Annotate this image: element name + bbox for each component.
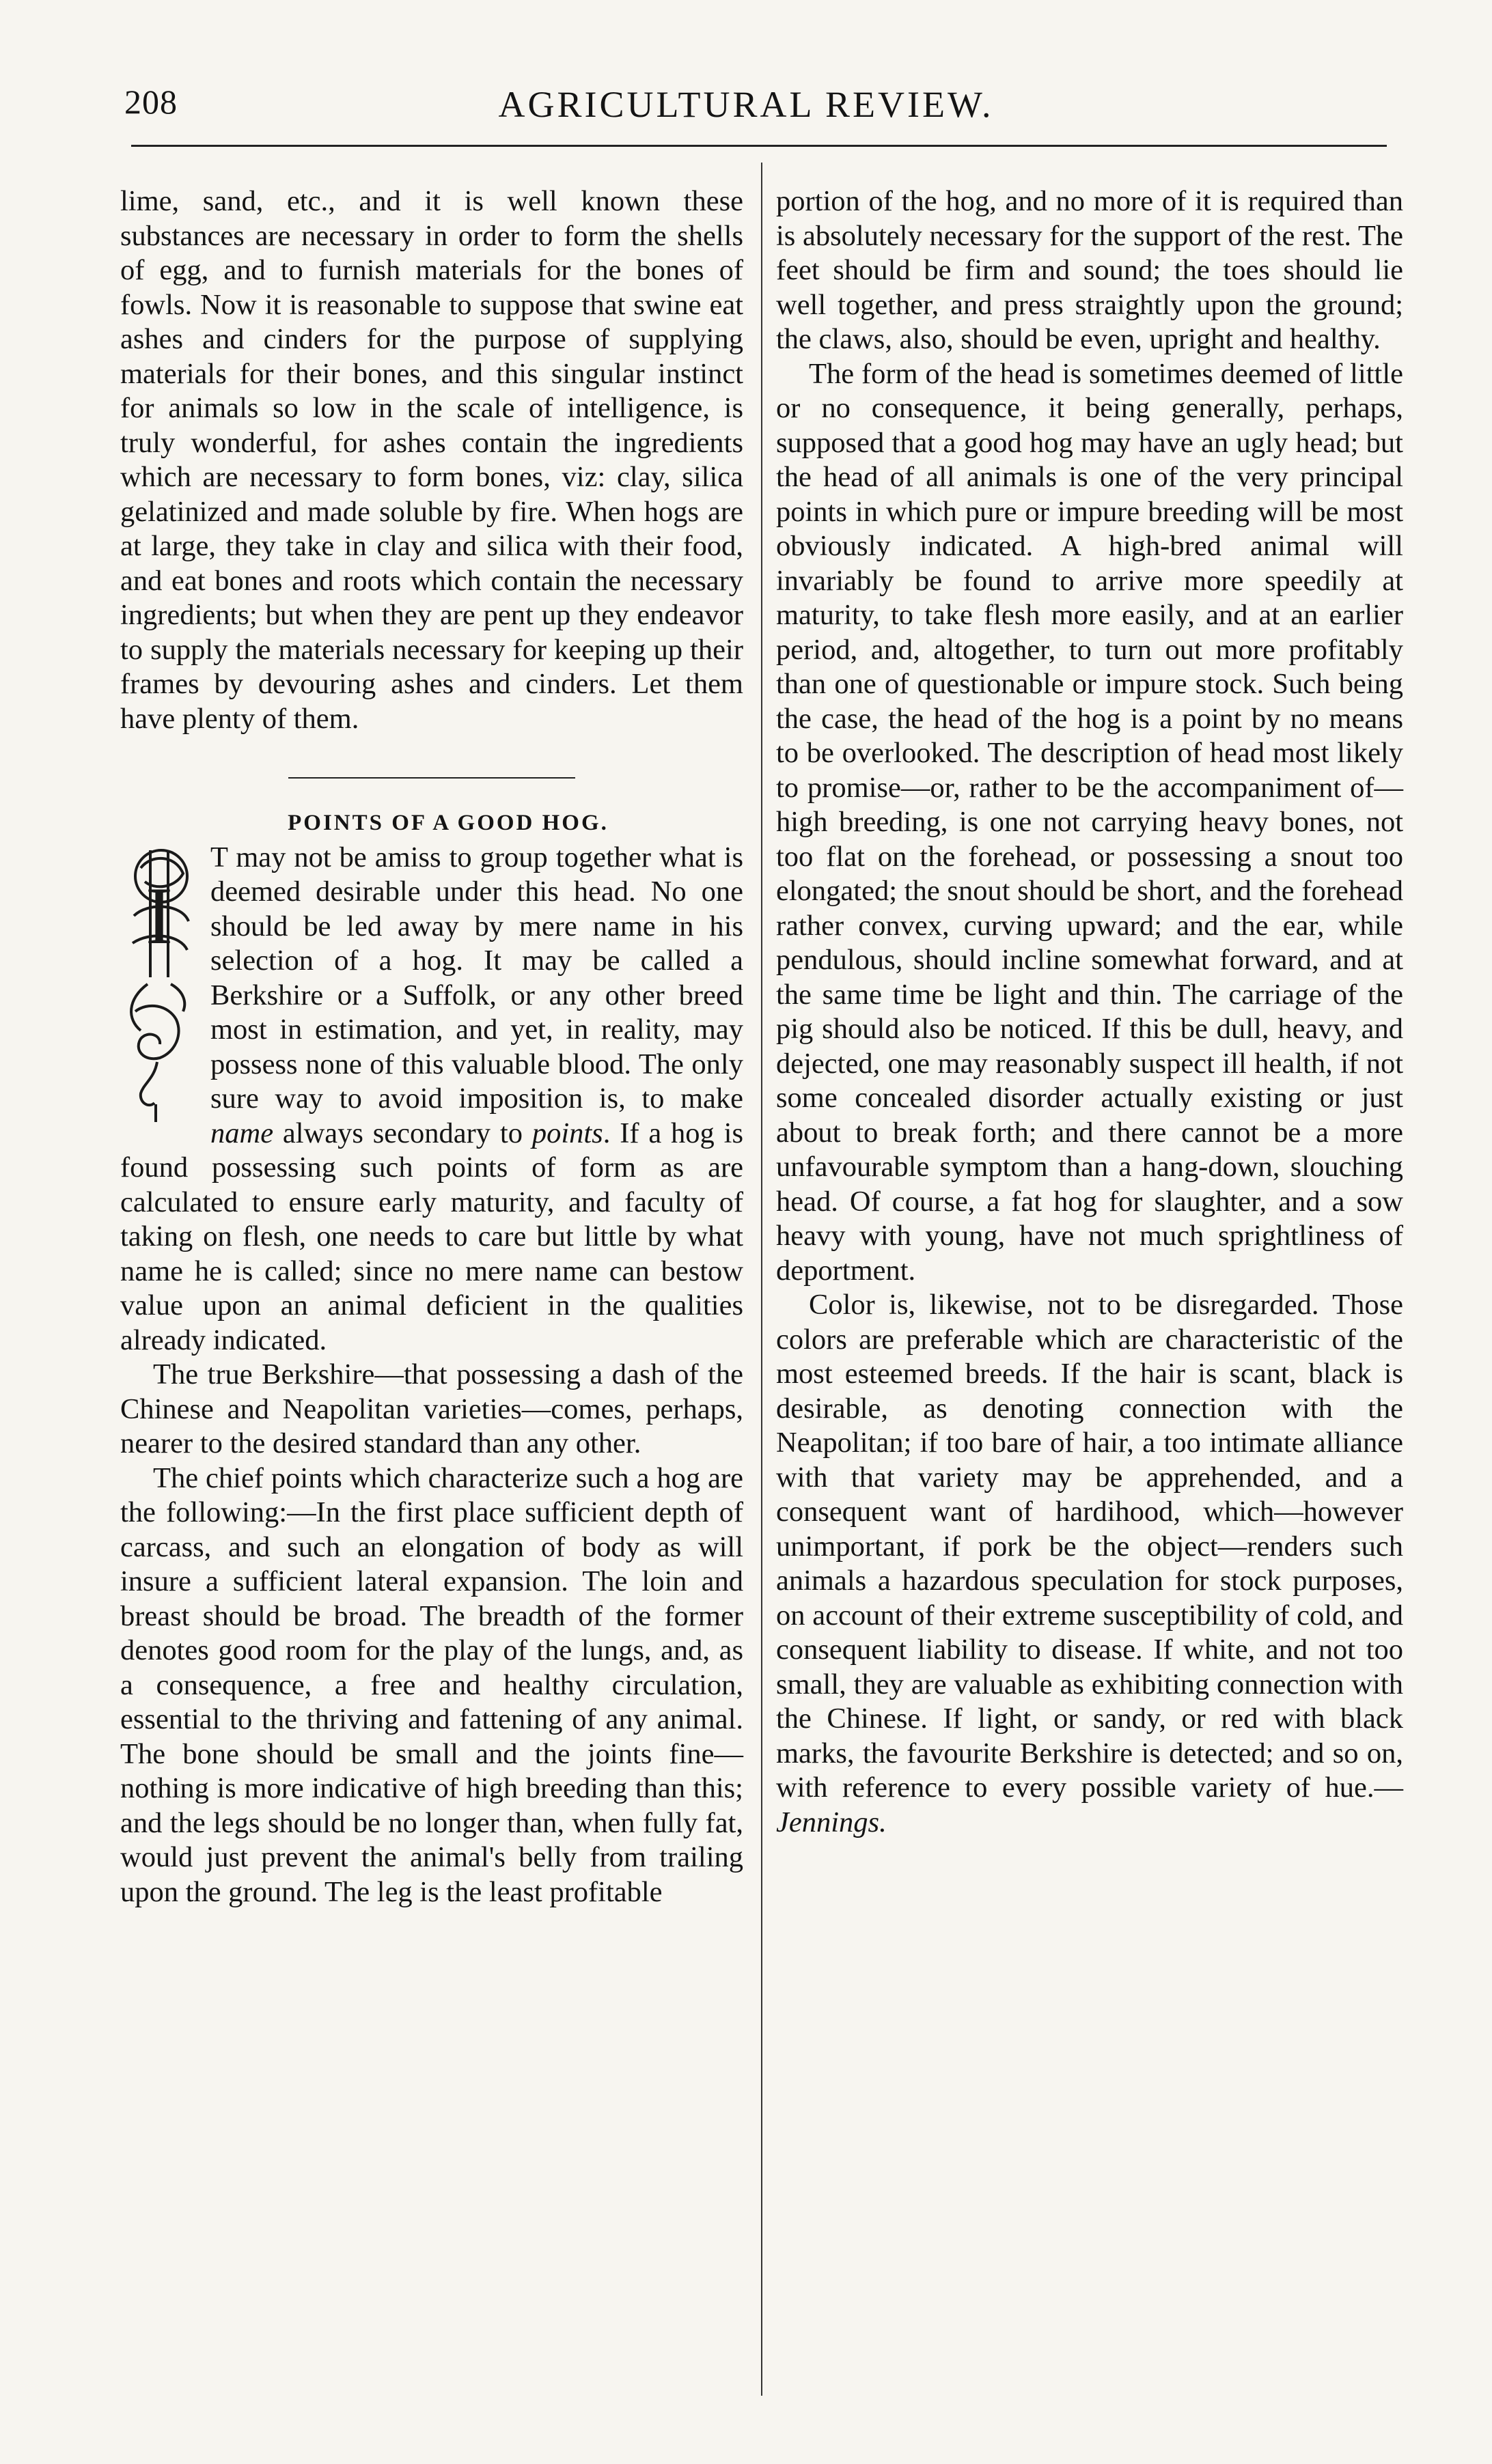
- drop-cap-letter: I: [146, 869, 173, 961]
- page-number: 208: [124, 83, 178, 121]
- right-column: [776, 184, 1403, 1840]
- left-continuation-paragraph: lime, sand, etc., and it is well known these substances are necessary in order to form the shells of egg, and to furnish materials for the bones of fowls. Now it is reasonable to suppose that swine eat ashes and cinders for the purpose of supplying materials for their bones, and this singular instinct for animals so low in the scale of intelligence, is truly wonderful, for ashes contain the ingredients which are necessary to form bones, viz: clay, silica gelatinized and made soluble by fire. When hogs are at large, they take in clay and silica with their food, and eat bones and roots which contain the necessary ingredients; but when they are pent up they endeavor to supply the materials necessary for keeping up their frames by devouring ashes and cinders. Let them have plenty of them.: [120, 185, 743, 735]
- drop-cap-ornament-icon: [120, 841, 201, 1126]
- head-form-paragraph: The form of the head is sometimes deemed of little or no consequence, it being generally, perhaps, supposed that a good hog may have an ugly head; but the head of all animals is one of the very principal points in which pure or impure breeding will be most obviously indicated. A high-bred animal will invariably be found to arrive more speedily at maturity, to take flesh more easily, and at an earlier period, and, altogether, to turn out more profitably than one of questionable or impure stock. Such being the case, the head of the hog is a point by no means to be overlooked. The description of head most likely to promise—or, rather to be the accompaniment of—high breeding, is one not carrying heavy bones, not too flat on the forehead, or possessing a snout too elongated; the snout should be short, and the forehead rather convex, curving upward; and the ear, while pendulous, should incline somewhat forward, and at the same time be light and thin. The carriage of the pig should also be noticed. If this be dull, heavy, and dejected, one may reasonably suspect ill health, if not some concealed disorder actually existing or just about to break forth; and there cannot be a more unfavourable symptom than a hang-down, slouching head. Of course, a fat hog for slaughter, and a sow heavy with young, have not much sprightliness of deportment.: [776, 357, 1403, 1287]
- intro-text-part-3: . If a hog is found possessing such points of form as are calculated to ensure early maturity, and faculty of taking on flesh, one needs to care but little by what name he is called; since no mere name can bestow value upon an animal deficient in the qualities already indicated.: [120, 1117, 743, 1356]
- left-column: [120, 184, 743, 1909]
- intro-text-part-2: always secondary to: [273, 1117, 532, 1149]
- attribution: Jennings.: [776, 1806, 887, 1838]
- intro-paragraph: [120, 841, 743, 1358]
- color-paragraph-text: Color is, likewise, not to be disregarded. Those colors are preferable which are characteristic of the most esteemed breeds. If the hair is scant, black is desirable, as denoting connection with the Neapolitan; if too bare of hair, a too intimate alliance with that variety may be apprehended, and a consequent want of hardihood, which—however unimportant, if pork be the object—renders such animals a hazardous speculation for stock purposes, on account of their extreme susceptibility of cold, and consequent liability to disease. If white, and not too small, they are valuable as exhibiting connection with the Chinese. If light, or sandy, or red with black marks, the favourite Berkshire is detected; and so on, with reference to every possible variety of hue.—: [776, 1289, 1403, 1804]
- color-paragraph: [776, 1288, 1403, 1840]
- right-continuation-paragraph: portion of the hog, and no more of it is required than is absolutely necessary for the support of the rest. The feet should be firm and sound; the toes should lie well together, and press straightly upon the ground; the claws, also, should be even, upright and healthy.: [776, 185, 1403, 355]
- section-divider: [288, 777, 575, 779]
- running-head: AGRICULTURAL REVIEW.: [498, 84, 994, 125]
- intro-emphasis-points: points: [531, 1117, 603, 1149]
- section-title: POINTS OF A GOOD HOG.: [288, 811, 609, 835]
- header-rule: [131, 145, 1387, 147]
- intro-text-part-1: T may not be amiss to group together what is deemed desirable under this head. No one should be led away by mere name in his selection of a hog. It may be called a Berkshire or a Suffolk, or any other breed most in estimation, and yet, in reality, may possess none of this valuable blood. The only sure way to avoid imposition is, to make: [210, 841, 743, 1115]
- intro-emphasis-name: name: [210, 1117, 274, 1149]
- intro-paragraph-block: [120, 841, 743, 1358]
- chief-points-paragraph: The chief points which characterize such a hog are the following:—In the first place sufficient depth of carcass, and such an elongation of body as will insure a sufficient lateral expansion. The loin and breast should be broad. The breadth of the former denotes good room for the play of the lungs, and, as a consequence, a free and healthy circulation, essential to the thriving and fattening of any animal. The bone should be small and the joints fine—nothing is more indicative of high breeding than this; and the legs should be no longer than, when fully fat, would just prevent the animal's belly from trailing upon the ground. The leg is the least profitable: [120, 1461, 743, 1908]
- berkshire-paragraph: The true Berkshire—that possessing a dash of the Chinese and Neapolitan varieties—comes, perhaps, nearer to the desired standard than any other.: [120, 1358, 743, 1459]
- column-divider: [761, 163, 762, 2396]
- ornamental-drop-cap: [120, 841, 201, 1126]
